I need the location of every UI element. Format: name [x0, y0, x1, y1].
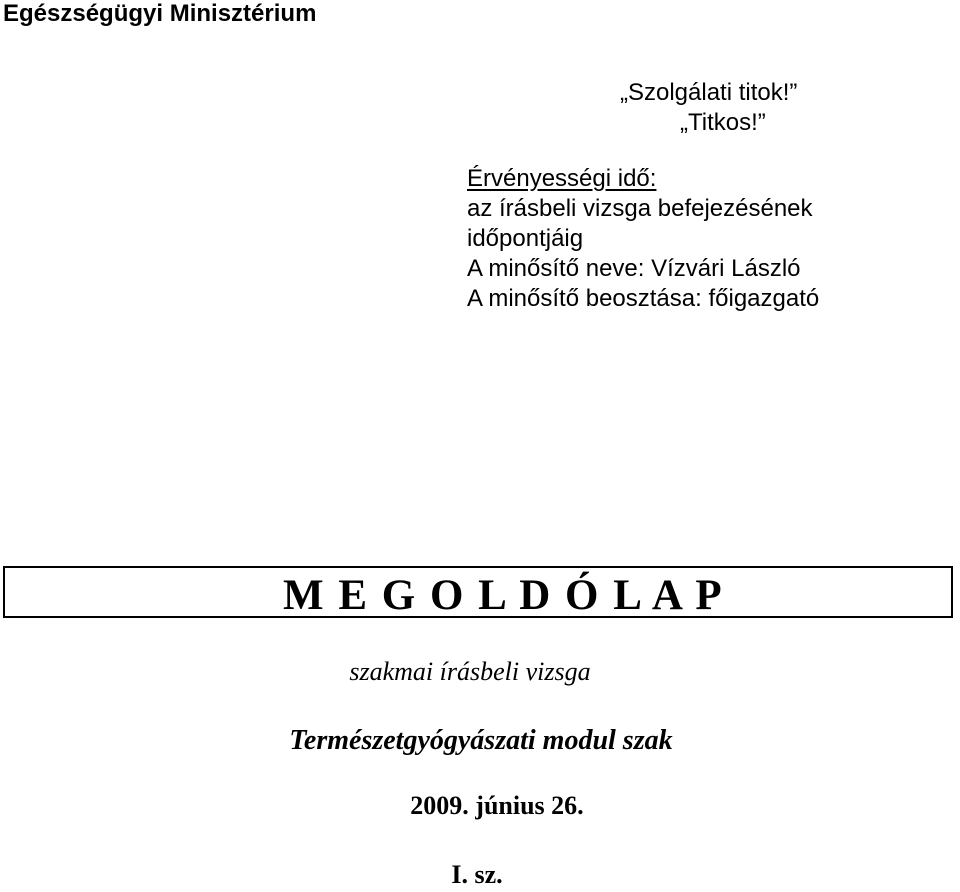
validity-line-1: az írásbeli vizsga befejezésének: [467, 195, 813, 222]
classification-secret: „Titkos!”: [680, 109, 766, 136]
validity-label: Érvényességi idő:: [467, 165, 657, 192]
exam-type: szakmai írásbeli vizsga: [349, 657, 591, 686]
version-label: I. sz.: [451, 860, 503, 889]
ministry-name: Egészségügyi Minisztérium: [3, 0, 317, 27]
classifier-name: A minősítő neve: Vízvári László: [467, 255, 801, 282]
validity-line-2: időpontjáig: [467, 225, 584, 252]
module-name: Természetgyógyászati modul szak: [289, 725, 673, 756]
classifier-position: A minősítő beosztása: főigazgató: [467, 285, 820, 312]
classification-secret-service: „Szolgálati titok!”: [620, 79, 798, 106]
solution-sheet-title: M E G O L D Ó L A P: [283, 572, 724, 619]
validity-block: [467, 164, 819, 314]
classification-block: [620, 78, 797, 138]
exam-date: 2009. június 26.: [410, 791, 584, 820]
